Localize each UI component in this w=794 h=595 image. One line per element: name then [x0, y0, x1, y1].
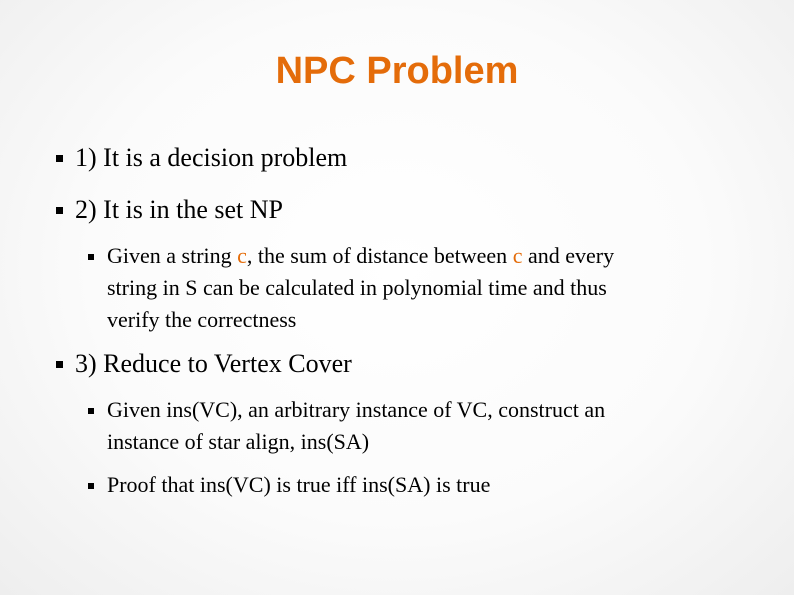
square-bullet-icon — [88, 483, 94, 489]
bullet-text: 1) It is a decision problem — [75, 143, 348, 172]
square-bullet-icon — [88, 254, 94, 260]
square-bullet-icon — [56, 155, 63, 162]
sub-bullet-text: Proof that ins(VC) is true iff ins(SA) is true — [107, 472, 491, 497]
bullet-text: 3) Reduce to Vertex Cover — [75, 349, 352, 378]
bullet-text: 2) It is in the set NP — [75, 195, 283, 224]
square-bullet-icon — [56, 207, 63, 214]
variable-c: c — [237, 243, 247, 268]
variable-c: c — [512, 243, 523, 268]
sub-bullet-text-line-3: verify the correctness — [107, 307, 297, 332]
sub-bullet-text-line-2: instance of star align, ins(SA) — [107, 429, 370, 454]
square-bullet-icon — [88, 408, 94, 414]
slide-title: NPC Problem — [275, 50, 519, 92]
sub-bullet-text-line-2: string in S can be calculated in polynomial time and thus — [107, 275, 607, 300]
sub-bullet-text-line-1: Given ins(VC), an arbitrary instance of VC, construct an — [107, 397, 606, 422]
square-bullet-icon — [56, 361, 63, 368]
sub-bullet-text-line-1: Given a string c, the sum of distance between c and every — [107, 243, 615, 268]
